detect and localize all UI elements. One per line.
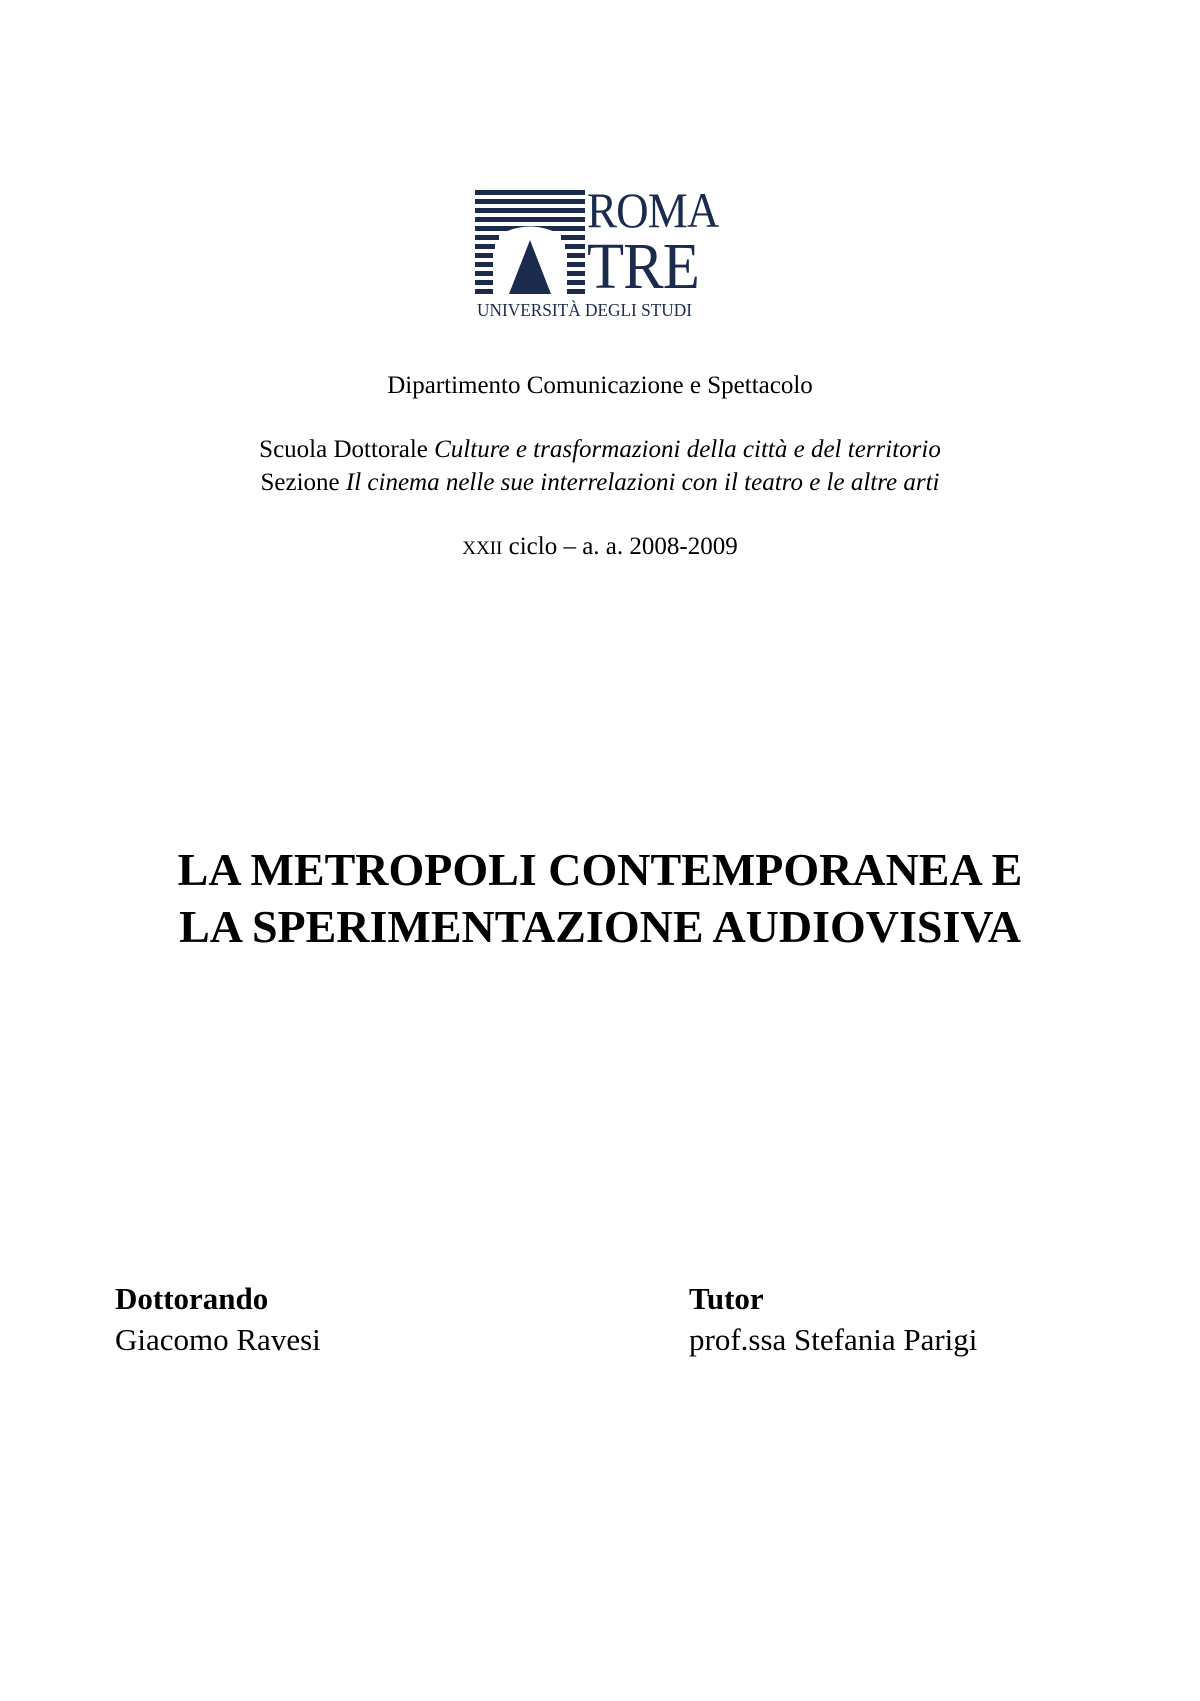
doctoral-candidate-block xyxy=(115,1278,321,1360)
logo-tre-text: TRE xyxy=(587,230,699,303)
section-line xyxy=(0,467,1200,499)
doctoral-candidate-name: Giacomo Ravesi xyxy=(115,1322,321,1357)
arch-logo-icon xyxy=(475,190,585,296)
tutor-name: prof.ssa Stefania Parigi xyxy=(689,1322,978,1357)
school-line xyxy=(0,434,1200,466)
logo-roma-text: ROMA xyxy=(587,182,719,238)
school-prefix: Scuola Dottorale xyxy=(259,436,435,463)
department-line: Dipartimento Comunicazione e Spettacolo xyxy=(387,372,813,399)
doctoral-candidate-role: Dottorando xyxy=(115,1281,269,1316)
tutor-role: Tutor xyxy=(689,1281,764,1316)
cycle-line xyxy=(0,531,1200,565)
thesis-title xyxy=(0,841,1200,955)
cycle-rest: ciclo – a. a. 2008-2009 xyxy=(502,533,738,560)
university-logo xyxy=(475,182,735,322)
thesis-title-line-1: LA METROPOLI CONTEMPORANEA E xyxy=(177,844,1023,895)
tutor-block xyxy=(689,1278,977,1360)
thesis-title-line-2: LA SPERIMENTAZIONE AUDIOVISIVA xyxy=(179,901,1021,952)
section-prefix: Sezione xyxy=(260,469,346,496)
cycle-numeral: XXII xyxy=(462,538,503,559)
section-name: Il cinema nelle sue interrelazioni con il teatro e le altre arti xyxy=(345,469,940,496)
logo-university-text: UNIVERSITÀ DEGLI STUDI xyxy=(477,300,693,320)
school-name: Culture e trasformazioni della città e del territorio xyxy=(434,436,941,463)
